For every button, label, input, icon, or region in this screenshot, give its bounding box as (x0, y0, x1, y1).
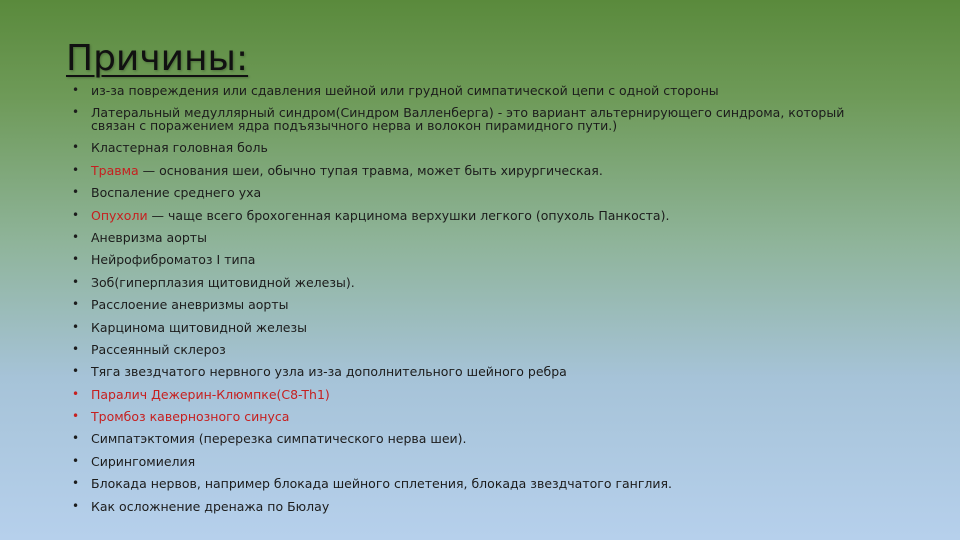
item-text: Тяга звездчатого нервного узла из-за дополнительного шейного ребра (91, 364, 567, 380)
bullet-icon: • (72, 297, 80, 312)
causes-list (72, 84, 892, 522)
bullet-icon: • (72, 386, 80, 401)
list-item (72, 106, 892, 132)
list-item (72, 186, 892, 199)
highlight-term: Травма (91, 162, 139, 178)
item-text: Зоб(гиперплазия щитовидной железы). (91, 274, 355, 290)
bullet-icon: • (72, 185, 80, 200)
item-text: Тромбоз кавернозного синуса (91, 409, 290, 425)
item-text: Латеральный медуллярный синдром(Синдром Валленберга) - это вариант альтернирующего синдрома, который связан с поражением ядра подъязычного нерва и волокон пирамидного пути.) (91, 105, 845, 134)
list-item (72, 477, 892, 490)
bullet-icon: • (72, 252, 80, 267)
bullet-icon: • (72, 341, 80, 356)
bullet-icon: • (72, 207, 80, 222)
list-item (72, 231, 892, 244)
item-text: Рассеянный склероз (91, 341, 226, 357)
list-item (72, 276, 892, 289)
bullet-icon: • (72, 453, 80, 468)
item-text: Нейрофиброматоз I типа (91, 252, 256, 268)
list-item (72, 343, 892, 356)
item-text: Симпатэктомия (перерезка симпатического нерва шеи). (91, 431, 467, 447)
item-text: Паралич Дежерин-Клюмпке(C8-Th1) (91, 386, 330, 402)
list-item (72, 410, 892, 423)
item-text: Сирингомиелия (91, 453, 196, 469)
list-item (72, 84, 892, 97)
item-text: — чаще всего брохогенная карцинома верхушки легкого (опухоль Панкоста). (147, 207, 670, 223)
bullet-icon: • (72, 319, 80, 334)
list-item (72, 388, 892, 401)
list-item (72, 321, 892, 334)
bullet-icon: • (72, 274, 80, 289)
bullet-icon: • (72, 409, 80, 424)
list-item (72, 141, 892, 154)
item-text: Кластерная головная боль (91, 140, 268, 156)
list-item (72, 164, 892, 177)
bullet-icon: • (72, 364, 80, 379)
bullet-icon: • (72, 140, 80, 155)
bullet-icon: • (72, 83, 80, 97)
list-item (72, 298, 892, 311)
bullet-icon: • (72, 162, 80, 177)
bullet-icon: • (72, 476, 80, 491)
item-text: Воспаление среднего уха (91, 185, 262, 201)
bullet-icon: • (72, 229, 80, 244)
list-item (72, 432, 892, 445)
list-item (72, 365, 892, 378)
slide-title: Причины: (66, 38, 249, 79)
bullet-icon: • (72, 498, 80, 513)
item-text: — основания шеи, обычно тупая травма, может быть хирургическая. (138, 162, 603, 178)
item-text: из-за повреждения или сдавления шейной или грудной симпатической цепи с одной стороны (91, 83, 719, 98)
bullet-icon: • (72, 431, 80, 446)
list-item (72, 500, 892, 513)
item-text: Как осложнение дренажа по Бюлау (91, 498, 330, 514)
item-text: Карцинома щитовидной железы (91, 319, 308, 335)
item-text: Аневризма аорты (91, 229, 207, 245)
item-text: Блокада нервов, например блокада шейного сплетения, блокада звездчатого ганглия. (91, 476, 673, 492)
list-item (72, 253, 892, 266)
list-item (72, 209, 892, 222)
highlight-term: Опухоли (91, 207, 148, 223)
list-item (72, 455, 892, 468)
item-text: Расслоение аневризмы аорты (91, 297, 289, 313)
bullet-icon: • (72, 105, 80, 120)
